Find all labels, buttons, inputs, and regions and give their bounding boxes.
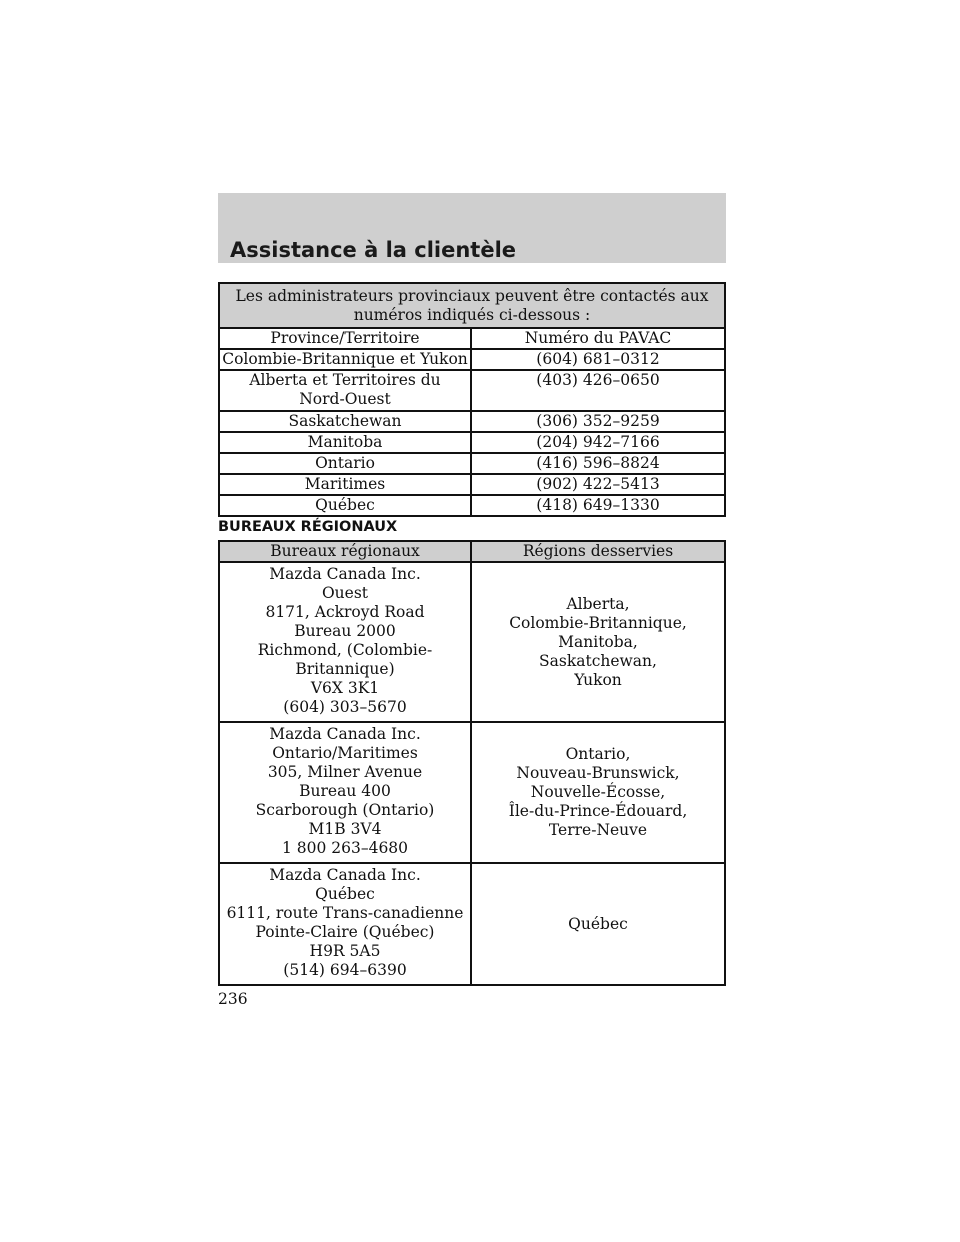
pavac-col-header-number: Numéro du PAVAC xyxy=(471,328,725,349)
province-cell xyxy=(219,370,471,411)
header-band xyxy=(218,193,726,263)
table-row xyxy=(219,474,725,495)
address-line: (514) 694–6390 xyxy=(283,961,407,979)
province-cell: Maritimes xyxy=(219,474,471,495)
region-line: Alberta, xyxy=(566,594,630,613)
page-title: Assistance à la clientèle xyxy=(230,238,517,262)
regions-cell xyxy=(471,863,725,985)
address-line: 8171, Ackroyd Road xyxy=(265,603,425,621)
province-line: Alberta et Territoires du xyxy=(249,371,441,389)
phone-cell: (604) 681–0312 xyxy=(471,349,725,370)
pavac-intro: Les administrateurs provinciaux peuvent être contactés aux numéros indiqués ci-dessous : xyxy=(219,283,725,328)
address-line: M1B 3V4 xyxy=(308,820,382,838)
table-row xyxy=(219,863,725,985)
address-line: (604) 303–5670 xyxy=(283,698,407,716)
phone-cell: (418) 649–1330 xyxy=(471,495,725,516)
region-line: Ontario, xyxy=(565,745,631,763)
table-row xyxy=(219,562,725,722)
office-address-cell xyxy=(219,722,471,863)
province-cell: Saskatchewan xyxy=(219,411,471,432)
region-line: Nouvelle-Écosse, xyxy=(530,783,666,801)
address-line: Scarborough (Ontario) xyxy=(255,801,435,819)
address-line: Québec xyxy=(315,885,375,903)
phone-cell: (204) 942–7166 xyxy=(471,432,725,453)
address-line: Ontario/Maritimes xyxy=(272,744,418,762)
table-row xyxy=(219,370,725,411)
region-line: Manitoba, xyxy=(558,632,638,651)
region-line: Île-du-Prince-Édouard, xyxy=(508,802,688,820)
region-line: Québec xyxy=(568,914,628,933)
address-line: Bureau 2000 xyxy=(294,622,396,640)
phone-cell: (902) 422–5413 xyxy=(471,474,725,495)
phone-cell: (416) 596–8824 xyxy=(471,453,725,474)
table-row xyxy=(219,411,725,432)
province-line: Nord-Ouest xyxy=(299,390,391,408)
province-cell: Manitoba xyxy=(219,432,471,453)
region-line: Yukon xyxy=(574,670,622,689)
pavac-table xyxy=(218,282,726,517)
offices-col-header: Bureaux régionaux xyxy=(219,541,471,562)
address-line: Mazda Canada Inc. xyxy=(269,725,421,743)
table-row xyxy=(219,349,725,370)
address-line: Ouest xyxy=(321,584,369,602)
regional-offices-table xyxy=(218,540,726,986)
page-number: 236 xyxy=(218,990,248,1008)
table-row xyxy=(219,453,725,474)
address-line: Bureau 400 xyxy=(299,782,391,800)
region-line: Colombie-Britannique, xyxy=(509,613,687,632)
address-line: 305, Milner Avenue xyxy=(267,763,423,781)
table-row xyxy=(219,432,725,453)
province-cell: Colombie-Britannique et Yukon xyxy=(219,349,471,370)
section-title: BUREAUX RÉGIONAUX xyxy=(218,519,398,535)
address-line: 6111, route Trans-canadienne xyxy=(226,904,464,922)
phone-cell: (306) 352–9259 xyxy=(471,411,725,432)
address-line: Mazda Canada Inc. xyxy=(269,565,421,583)
province-cell: Ontario xyxy=(219,453,471,474)
address-line: Mazda Canada Inc. xyxy=(269,866,421,884)
office-address-cell xyxy=(219,562,471,722)
province-cell: Québec xyxy=(219,495,471,516)
region-line: Saskatchewan, xyxy=(539,651,657,670)
phone-cell: (403) 426–0650 xyxy=(471,370,725,411)
region-line: Nouveau-Brunswick, xyxy=(516,764,680,782)
address-line: V6X 3K1 xyxy=(310,679,380,697)
regions-cell xyxy=(471,562,725,722)
region-line: Terre-Neuve xyxy=(548,821,648,839)
regions-col-header: Régions desservies xyxy=(471,541,725,562)
address-line: Pointe-Claire (Québec) xyxy=(255,923,435,941)
table-row xyxy=(219,495,725,516)
pavac-col-header-province: Province/Territoire xyxy=(219,328,471,349)
table-row xyxy=(219,722,725,863)
office-address-cell xyxy=(219,863,471,985)
address-line: Richmond, (Colombie-Britannique) xyxy=(257,641,433,678)
regions-cell xyxy=(471,722,725,863)
address-line: H9R 5A5 xyxy=(309,942,381,960)
address-line: 1 800 263–4680 xyxy=(281,839,409,857)
